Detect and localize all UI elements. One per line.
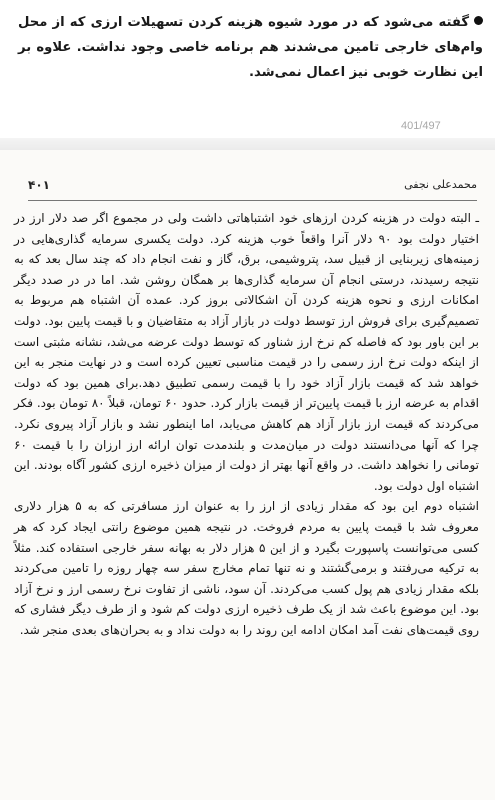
body-paragraph: اشتباه دوم این بود که مقدار زیادی از ارز را به عنوان ارز مسافرتی که به ۵ هزار دلاری معروف شد با قیمت پایین به مردم فروخت. در نتیجه همین موضوع رانتی ایجاد کرد که هر کسی می‌توانست پاسپورت بگیرد و از این ۵ هزار دلار به بهانه سفر خارجی استفاده کند. مثلاً به ترکیه می‌رفتند و برمی‌گشتند و نه تنها تمام مخارج سفر سه چهار روزه را تامین می‌کردند بلکه مقدار زیادی هم پول کسب می‌کردند. آن سود، ناشی از تفاوت نرخ رسمی ارز و نرخ آزاد بود. این موضوع باعث شد از یک طرف ذخیره ارزی دولت کم شود و از طرف دیگر فشاری که روی قیمت‌های نفت آمد امکان ادامه این روند را به دولت نداد و به بحران‌های بعدی منجر شد. [14,499,480,637]
header-author-name: محمدعلی نجفی [404,178,477,191]
body-paragraph: ـ البته دولت در هزینه کردن ارزهای خود اشتباهاتی داشت ولی در مجموع اگر صد دلار ارز در اختیار دولت بود ۹۰ دلار آنرا واقعاً خوب هزینه کرد. دولت یکسری سرمایه گذاری‌هایی در زمینه‌های زیربنایی از قبیل سد، پتروشیمی، برق، گاز و نفت انجام داد که چند سال بعد که به نتیجه رسیدند، درستی انجام آن سرمایه گذاری‌ها بر همگان روشن شد. اما در در صدد دیگر امکانات ارزی و نحوه هزینه کردن آن اشکالاتی بروز کرد. عمده آن اشتباه هم مربوط به تصمیم‌گیری برای فروش ارز توسط دولت در بازار آزاد به متقاضیان و با قیمت پایین بود. دولت بر این باور بود که فاصله کم نرخ ارز شناور که توسط دولت عرضه می‌شد، نشانه مثبتی است از اینکه دولت نرخ ارز رسمی را در قیمت مناسبی تعیین کرده است و در نهایت منجر به این خواهد شد که قیمت بازار آزاد خود را با قیمت رسمی تطبیق دهد.برای همین بود که دولت اقدام به عرضه ارز با قیمت پایین‌تر از قیمت بازار کرد. حدود ۶۰ تومان، قبلاً ۸۰ تومان بود. فکر می‌کردند که قیمت ارز بازار آزاد هم کاهش می‌یابد، اما اینطور نشد و بازار آزاد پیروی نکرد. چرا که آنها می‌دانستند دولت در میان‌مدت و بلندمدت توان ارائه ارز ارزان را با قیمت ۶۰ تومانی را نخواهد داشت. در واقع آنها بهتر از دولت از میزان ذخیره ارزی کشور آگاه بودند. این اشتباه اول دولت بود. [14,211,480,493]
header-divider [28,200,477,201]
book-page [0,150,495,800]
page-counter: 401/497 [401,120,441,132]
bullet-icon [474,16,483,25]
page-separator [0,138,495,150]
top-note-text: گفته می‌شود که در مورد شیوه هزینه کردن تسهیلات ارزی که از محل وام‌های خارجی تامین می‌شدند هم برنامه خاصی وجود نداشت. علاوه بر این نظارت خوبی نیز اعمال نمی‌شد. [18,15,483,80]
top-note-paragraph [18,10,483,85]
header-page-number: ۴۰۱ [28,178,50,192]
book-body-text [14,208,479,640]
running-header [28,178,477,196]
screenshot-top-section [0,0,495,132]
